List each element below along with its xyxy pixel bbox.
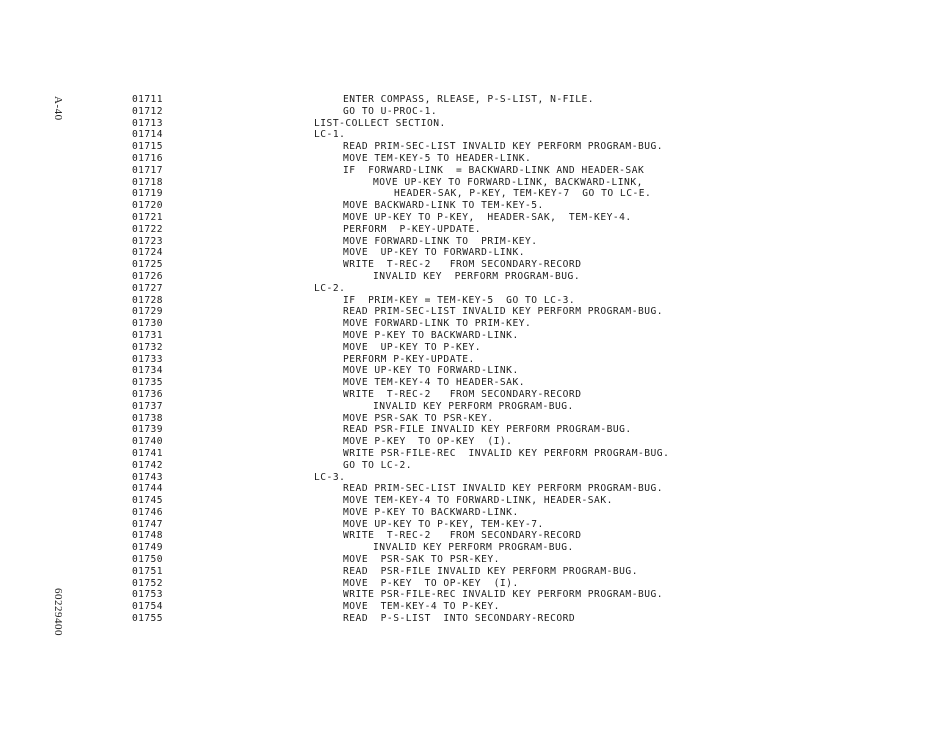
line-number: 01716	[132, 152, 163, 164]
code-text: MOVE UP-KEY TO FORWARD-LINK, BACKWARD-LINK,	[373, 176, 643, 188]
line-number: 01724	[132, 247, 163, 259]
code-text: LC-2.	[314, 282, 346, 294]
line-number: 01741	[132, 447, 163, 459]
code-text: LIST-COLLECT SECTION.	[314, 117, 446, 129]
code-text: MOVE UP-KEY TO P-KEY, HEADER-SAK, TEM-KEY-4.	[343, 211, 632, 223]
code-text: INVALID KEY PERFORM PROGRAM-BUG.	[373, 542, 574, 554]
listing-line	[0, 118, 950, 130]
line-number: 01748	[132, 530, 163, 542]
listing-line	[0, 377, 950, 389]
listing-line	[0, 283, 950, 295]
listing-line	[0, 236, 950, 248]
line-number: 01754	[132, 601, 163, 613]
line-number: 01734	[132, 365, 163, 377]
code-text: IF FORWARD-LINK = BACKWARD-LINK AND HEADER-SAK	[343, 164, 645, 176]
code-text: MOVE TEM-KEY-4 TO HEADER-SAK.	[343, 377, 526, 389]
listing-line	[0, 413, 950, 425]
listing-line	[0, 483, 950, 495]
listing-line	[0, 472, 950, 484]
line-number: 01728	[132, 294, 163, 306]
line-number: 01755	[132, 613, 163, 625]
code-text: WRITE T-REC-2 FROM SECONDARY-RECORD	[343, 259, 582, 271]
code-listing	[0, 94, 950, 625]
line-number: 01715	[132, 141, 163, 153]
code-text: WRITE T-REC-2 FROM SECONDARY-RECORD	[343, 388, 582, 400]
page-label: A-40	[52, 96, 64, 121]
listing-line	[0, 507, 950, 519]
listing-line	[0, 519, 950, 531]
listing-line	[0, 448, 950, 460]
line-number: 01740	[132, 436, 163, 448]
code-text: MOVE TEM-KEY-5 TO HEADER-LINK.	[343, 152, 532, 164]
line-number: 01712	[132, 105, 163, 117]
line-number: 01737	[132, 400, 163, 412]
line-number: 01717	[132, 164, 163, 176]
listing-line	[0, 141, 950, 153]
code-text: MOVE P-KEY TO OP-KEY (I).	[343, 577, 519, 589]
code-text: HEADER-SAK, P-KEY, TEM-KEY-7 GO TO LC-E.	[394, 188, 652, 200]
line-number: 01747	[132, 518, 163, 530]
line-number: 01711	[132, 94, 163, 105]
listing-line	[0, 153, 950, 165]
code-text: MOVE P-KEY TO BACKWARD-LINK.	[343, 506, 519, 518]
code-text: MOVE P-KEY TO BACKWARD-LINK.	[343, 329, 519, 341]
code-text: WRITE T-REC-2 FROM SECONDARY-RECORD	[343, 530, 582, 542]
code-text: MOVE PSR-SAK TO PSR-KEY.	[343, 412, 494, 424]
line-number: 01732	[132, 341, 163, 353]
listing-line	[0, 306, 950, 318]
listing-line	[0, 530, 950, 542]
code-text: MOVE UP-KEY TO P-KEY, TEM-KEY-7.	[343, 518, 544, 530]
listing-line	[0, 318, 950, 330]
line-number: 01725	[132, 259, 163, 271]
line-number: 01733	[132, 353, 163, 365]
code-text: LC-1.	[314, 129, 346, 141]
line-number: 01743	[132, 471, 163, 483]
code-text: INVALID KEY PERFORM PROGRAM-BUG.	[373, 400, 574, 412]
listing-line	[0, 389, 950, 401]
line-number: 01739	[132, 424, 163, 436]
listing-line	[0, 589, 950, 601]
listing-line	[0, 224, 950, 236]
listing-line	[0, 295, 950, 307]
line-number: 01721	[132, 211, 163, 223]
code-text: MOVE P-KEY TO OP-KEY (I).	[343, 436, 513, 448]
listing-line	[0, 200, 950, 212]
line-number: 01723	[132, 235, 163, 247]
code-text: PERFORM P-KEY-UPDATE.	[343, 223, 482, 235]
line-number: 01722	[132, 223, 163, 235]
line-number: 01720	[132, 200, 163, 212]
code-text: MOVE UP-KEY TO P-KEY.	[343, 341, 482, 353]
code-text: WRITE PSR-FILE-REC INVALID KEY PERFORM PROGRAM-BUG.	[343, 589, 664, 601]
listing-line	[0, 601, 950, 613]
listing-line	[0, 177, 950, 189]
line-number: 01730	[132, 318, 163, 330]
line-number: 01713	[132, 117, 163, 129]
listing-line	[0, 259, 950, 271]
line-number: 01735	[132, 377, 163, 389]
listing-line	[0, 188, 950, 200]
line-number: 01753	[132, 589, 163, 601]
code-text: READ P-S-LIST INTO SECONDARY-RECORD	[343, 613, 576, 625]
code-text: MOVE FORWARD-LINK TO PRIM-KEY.	[343, 235, 538, 247]
code-text: MOVE PSR-SAK TO PSR-KEY.	[343, 554, 500, 566]
code-text: PERFORM P-KEY-UPDATE.	[343, 353, 475, 365]
listing-line	[0, 578, 950, 590]
code-text: WRITE PSR-FILE-REC INVALID KEY PERFORM PROGRAM-BUG.	[343, 447, 670, 459]
code-text: LC-3.	[314, 471, 346, 483]
line-number: 01726	[132, 270, 163, 282]
code-text: ENTER COMPASS, RLEASE, P-S-LIST, N-FILE.	[343, 94, 595, 105]
listing-line	[0, 554, 950, 566]
line-number: 01745	[132, 495, 163, 507]
listing-line	[0, 566, 950, 578]
listing-line	[0, 436, 950, 448]
code-text: MOVE TEM-KEY-4 TO P-KEY.	[343, 601, 500, 613]
line-number: 01731	[132, 329, 163, 341]
listing-line	[0, 271, 950, 283]
code-text: READ PRIM-SEC-LIST INVALID KEY PERFORM PROGRAM-BUG.	[343, 483, 664, 495]
code-text: READ PRIM-SEC-LIST INVALID KEY PERFORM PROGRAM-BUG.	[343, 141, 664, 153]
listing-line	[0, 342, 950, 354]
line-number: 01727	[132, 282, 163, 294]
listing-line	[0, 212, 950, 224]
code-text: MOVE UP-KEY TO FORWARD-LINK.	[343, 365, 519, 377]
listing-line	[0, 460, 950, 472]
code-text: MOVE BACKWARD-LINK TO TEM-KEY-5.	[343, 200, 544, 212]
code-text: READ PRIM-SEC-LIST INVALID KEY PERFORM PROGRAM-BUG.	[343, 306, 664, 318]
code-text: READ PSR-FILE INVALID KEY PERFORM PROGRAM-BUG.	[343, 565, 638, 577]
code-text: GO TO U-PROC-1.	[343, 105, 438, 117]
line-number: 01744	[132, 483, 163, 495]
code-text: MOVE FORWARD-LINK TO PRIM-KEY.	[343, 318, 532, 330]
listing-line	[0, 354, 950, 366]
line-number: 01742	[132, 459, 163, 471]
line-number: 01714	[132, 129, 163, 141]
line-number: 01752	[132, 577, 163, 589]
listing-line	[0, 94, 950, 106]
code-text: MOVE UP-KEY TO FORWARD-LINK.	[343, 247, 526, 259]
line-number: 01719	[132, 188, 163, 200]
line-number: 01749	[132, 542, 163, 554]
listing-line	[0, 613, 950, 625]
listing-line	[0, 401, 950, 413]
line-number: 01751	[132, 565, 163, 577]
listing-line	[0, 330, 950, 342]
line-number: 01746	[132, 506, 163, 518]
listing-line	[0, 129, 950, 141]
line-number: 01738	[132, 412, 163, 424]
line-number: 01750	[132, 554, 163, 566]
listing-line	[0, 106, 950, 118]
document-number: 60229400	[52, 588, 64, 636]
listing-line	[0, 424, 950, 436]
listing-line	[0, 247, 950, 259]
code-text: MOVE TEM-KEY-4 TO FORWARD-LINK, HEADER-SAK.	[343, 495, 613, 507]
line-number: 01736	[132, 388, 163, 400]
line-number: 01729	[132, 306, 163, 318]
code-text: READ PSR-FILE INVALID KEY PERFORM PROGRAM-BUG.	[343, 424, 632, 436]
code-text: GO TO LC-2.	[343, 459, 413, 471]
listing-line	[0, 542, 950, 554]
code-text: INVALID KEY PERFORM PROGRAM-BUG.	[373, 270, 581, 282]
listing-line	[0, 365, 950, 377]
line-number: 01718	[132, 176, 163, 188]
listing-line	[0, 165, 950, 177]
code-text: IF PRIM-KEY = TEM-KEY-5 GO TO LC-3.	[343, 294, 576, 306]
listing-line	[0, 495, 950, 507]
